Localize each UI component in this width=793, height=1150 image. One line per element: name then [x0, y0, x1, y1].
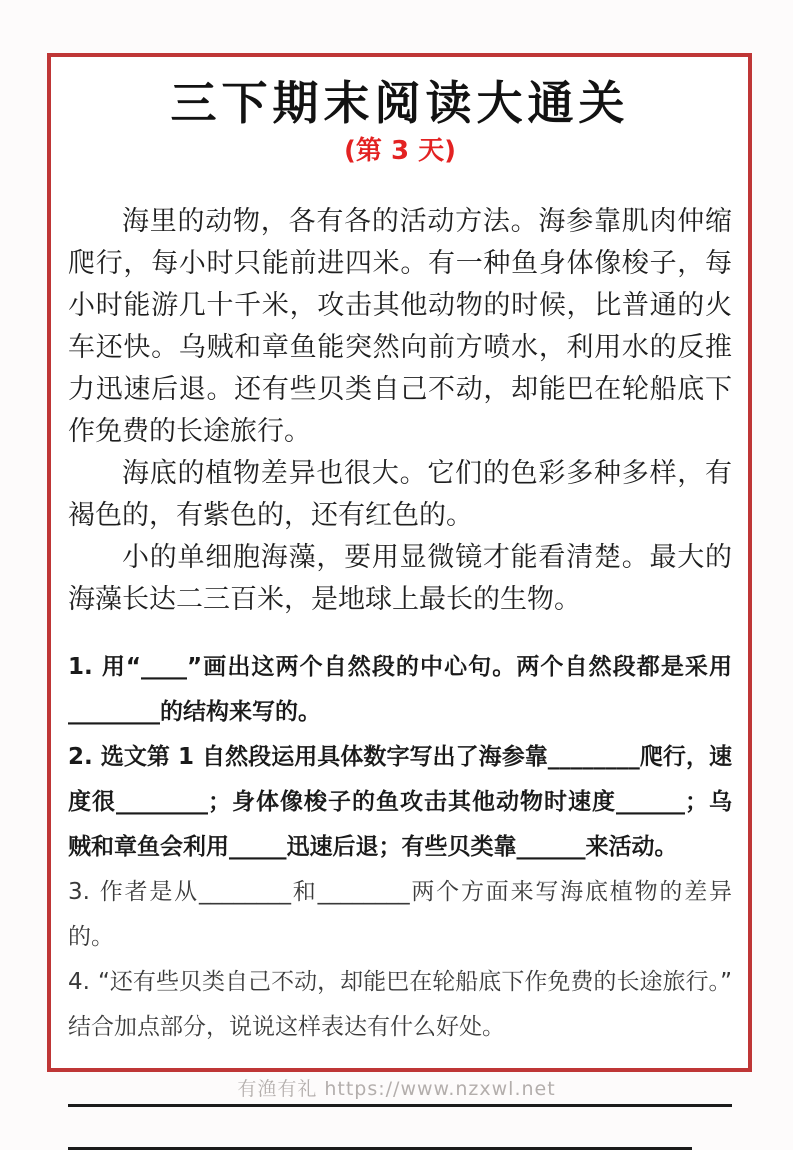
- question-number: 1.: [68, 654, 93, 680]
- question-item-4: [68, 960, 732, 1050]
- question-number: 3.: [68, 879, 90, 905]
- question-item-1: [68, 645, 732, 735]
- question-list: [68, 645, 732, 1050]
- page-subtitle-day: (第 3 天): [344, 136, 456, 166]
- passage-paragraph-2: 海底的植物差异也很大。它们的色彩多种多样，有褐色的，有紫色的，还有红色的。: [68, 458, 732, 531]
- answer-line: [68, 1107, 692, 1150]
- page-border-frame: [47, 53, 752, 1072]
- reading-passage: [68, 201, 732, 621]
- question-number: 4.: [68, 969, 90, 995]
- question-text: 选文第 1 自然段运用具体数字写出了海参靠________爬行，速度很________；身体像梭子的鱼攻击其他动物时速度______；乌贼和章鱼会利用_____迅速后退；有些贝类靠______来活动。: [68, 744, 732, 860]
- question-item-3: [68, 870, 732, 960]
- page-title: 三下期末阅读大通关: [170, 76, 630, 130]
- question-text: 作者是从________和________两个方面来写海底植物的差异的。: [68, 879, 732, 950]
- question-text: “还有些贝类自己不动，却能巴在轮船底下作免费的长途旅行。”结合加点部分，说说这样表达有什么好处。: [68, 969, 732, 1040]
- footer-credit: 有渔有礼 https://www.nzxwl.net: [237, 1078, 556, 1100]
- passage-paragraph-3: 小的单细胞海藻，要用显微镜才能看清楚。最大的海藻长达二三百米，是地球上最长的生物。: [68, 542, 732, 615]
- question-item-2: [68, 735, 732, 870]
- question-number: 2.: [68, 744, 93, 770]
- question-text: 用“____”画出这两个自然段的中心句。两个自然段都是采用________的结构来写的。: [68, 654, 732, 725]
- passage-paragraph-1: 海里的动物，各有各的活动方法。海参靠肌肉仲缩爬行，每小时只能前进四米。有一种鱼身体像梭子，每小时能游几十千米，攻击其他动物的时候，比普通的火车还快。乌贼和章鱼能突然向前方喷水，利用水的反推力迅速后退。还有些贝类自己不动，却能巴在轮船底下作免费的长途旅行。: [68, 206, 732, 447]
